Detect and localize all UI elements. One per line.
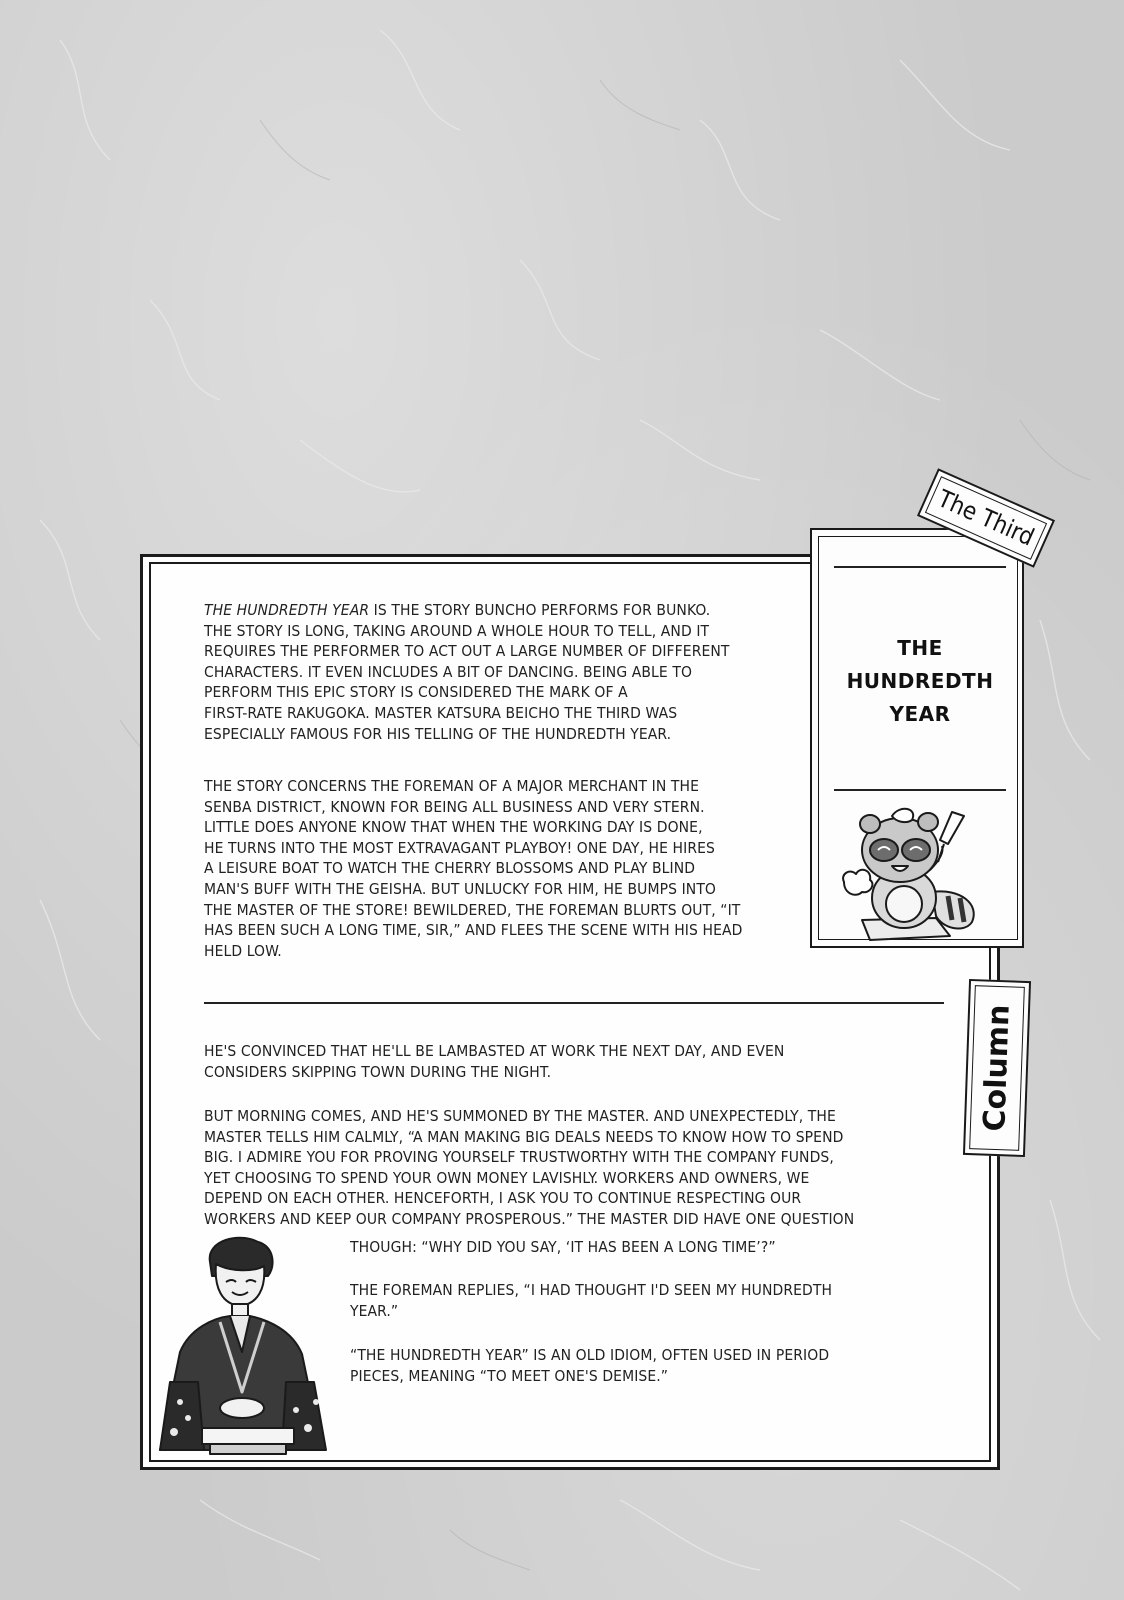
paragraph-line: A LEISURE BOAT TO WATCH THE CHERRY BLOSSOMS AND PLAY BLIND bbox=[204, 859, 696, 878]
paragraph-line: HAS BEEN SUCH A LONG TIME, SIR,” AND FLEES THE SCENE WITH HIS HEAD bbox=[204, 921, 743, 940]
title-card-line: YEAR bbox=[889, 702, 951, 726]
paragraph-line: THE MASTER OF THE STORE! BEWILDERED, THE FOREMAN BLURTS OUT, “IT bbox=[204, 900, 741, 919]
paragraph-convinced bbox=[204, 1041, 944, 1082]
paragraph-line: THE STORY IS LONG, TAKING AROUND A WHOLE HOUR TO TELL, AND IT bbox=[204, 621, 710, 640]
section-divider bbox=[204, 1002, 944, 1004]
paragraph-line: PERFORM THIS EPIC STORY IS CONSIDERED THE MARK OF A bbox=[204, 683, 628, 702]
paragraph-line: PIECES, MEANING “TO MEET ONE'S DEMISE.” bbox=[350, 1366, 669, 1385]
title-card-line: THE bbox=[897, 636, 943, 660]
paragraph-line: YET CHOOSING TO SPEND YOUR OWN MONEY LAVISHLY. WORKERS AND OWNERS, WE bbox=[204, 1168, 810, 1187]
paragraph-reply bbox=[350, 1280, 930, 1321]
paragraph-line: CHARACTERS. IT EVEN INCLUDES A BIT OF DANCING. BEING ABLE TO bbox=[204, 662, 693, 681]
tag-column bbox=[963, 979, 1031, 1157]
paragraph-line: LITTLE DOES ANYONE KNOW THAT WHEN THE WORKING DAY IS DONE, bbox=[204, 818, 703, 837]
paragraph-line: FIRST-RATE RAKUGOKA. MASTER KATSURA BEICHO THE THIRD WAS bbox=[204, 703, 678, 722]
paragraph-line: THE FOREMAN REPLIES, “I HAD THOUGHT I'D SEEN MY HUNDREDTH bbox=[350, 1281, 833, 1299]
paragraph-line: WORKERS AND KEEP OUR COMPANY PROSPEROUS.” THE MASTER DID HAVE ONE QUESTION bbox=[204, 1209, 855, 1228]
paragraph-intro bbox=[204, 600, 804, 744]
title-card-line: HUNDREDTH bbox=[846, 669, 994, 693]
paragraph-line: IS THE STORY BUNCHO PERFORMS FOR BUNKO. bbox=[369, 601, 711, 619]
paragraph-morning bbox=[204, 1106, 944, 1230]
paragraph-line: CONSIDERS SKIPPING TOWN DURING THE NIGHT. bbox=[204, 1062, 552, 1081]
paragraph-line: BUT MORNING COMES, AND HE'S SUMMONED BY THE MASTER. AND UNEXPECTEDLY, THE bbox=[204, 1107, 836, 1125]
tag-column-label: Column bbox=[977, 1003, 1017, 1133]
title-card-heading bbox=[834, 632, 1006, 731]
paragraph-line: “THE HUNDREDTH YEAR” IS AN OLD IDIOM, OFTEN USED IN PERIOD bbox=[350, 1346, 830, 1364]
tanuki-mascot-icon bbox=[840, 800, 990, 950]
paragraph-idiom bbox=[350, 1345, 930, 1386]
paragraph-story bbox=[204, 776, 804, 961]
tag-the-third-label: The Third bbox=[933, 484, 1039, 552]
paragraph-line: HE TURNS INTO THE MOST EXTRAVAGANT PLAYBOY! ONE DAY, HE HIRES bbox=[204, 838, 715, 857]
paragraph-question bbox=[350, 1237, 930, 1258]
title-card-top-rule bbox=[834, 566, 1006, 568]
paragraph-line: REQUIRES THE PERFORMER TO ACT OUT A LARGE NUMBER OF DIFFERENT bbox=[204, 642, 730, 661]
paragraph-line: DEPEND ON EACH OTHER. HENCEFORTH, I ASK YOU TO CONTINUE RESPECTING OUR bbox=[204, 1189, 802, 1208]
paragraph-line: THOUGH: “WHY DID YOU SAY, ‘IT HAS BEEN A LONG TIME’?” bbox=[350, 1238, 776, 1256]
paragraph-line: MAN'S BUFF WITH THE GEISHA. BUT UNLUCKY FOR HIM, HE BUMPS INTO bbox=[204, 879, 717, 898]
paragraph-line: SENBA DISTRICT, KNOWN FOR BEING ALL BUSINESS AND VERY STERN. bbox=[204, 797, 705, 816]
man-in-kimono-illustration bbox=[150, 1232, 340, 1462]
story-title-italic: THE HUNDREDTH YEAR bbox=[204, 601, 370, 619]
paragraph-line: HE'S CONVINCED THAT HE'LL BE LAMBASTED AT WORK THE NEXT DAY, AND EVEN bbox=[204, 1042, 785, 1060]
title-card-bottom-rule bbox=[834, 789, 1006, 791]
paragraph-line: YEAR.” bbox=[350, 1301, 399, 1320]
paragraph-line: MASTER TELLS HIM CALMLY, “A MAN MAKING BIG DEALS NEEDS TO KNOW HOW TO SPEND bbox=[204, 1127, 844, 1146]
paragraph-line: BIG. I ADMIRE YOU FOR PROVING YOURSELF TRUSTWORTHY WITH THE COMPANY FUNDS, bbox=[204, 1148, 834, 1167]
paragraph-line: ESPECIALLY FAMOUS FOR HIS TELLING OF THE HUNDREDTH YEAR. bbox=[204, 724, 672, 743]
paragraph-line: HELD LOW. bbox=[204, 941, 282, 960]
paragraph-line: THE STORY CONCERNS THE FOREMAN OF A MAJOR MERCHANT IN THE bbox=[204, 777, 700, 795]
